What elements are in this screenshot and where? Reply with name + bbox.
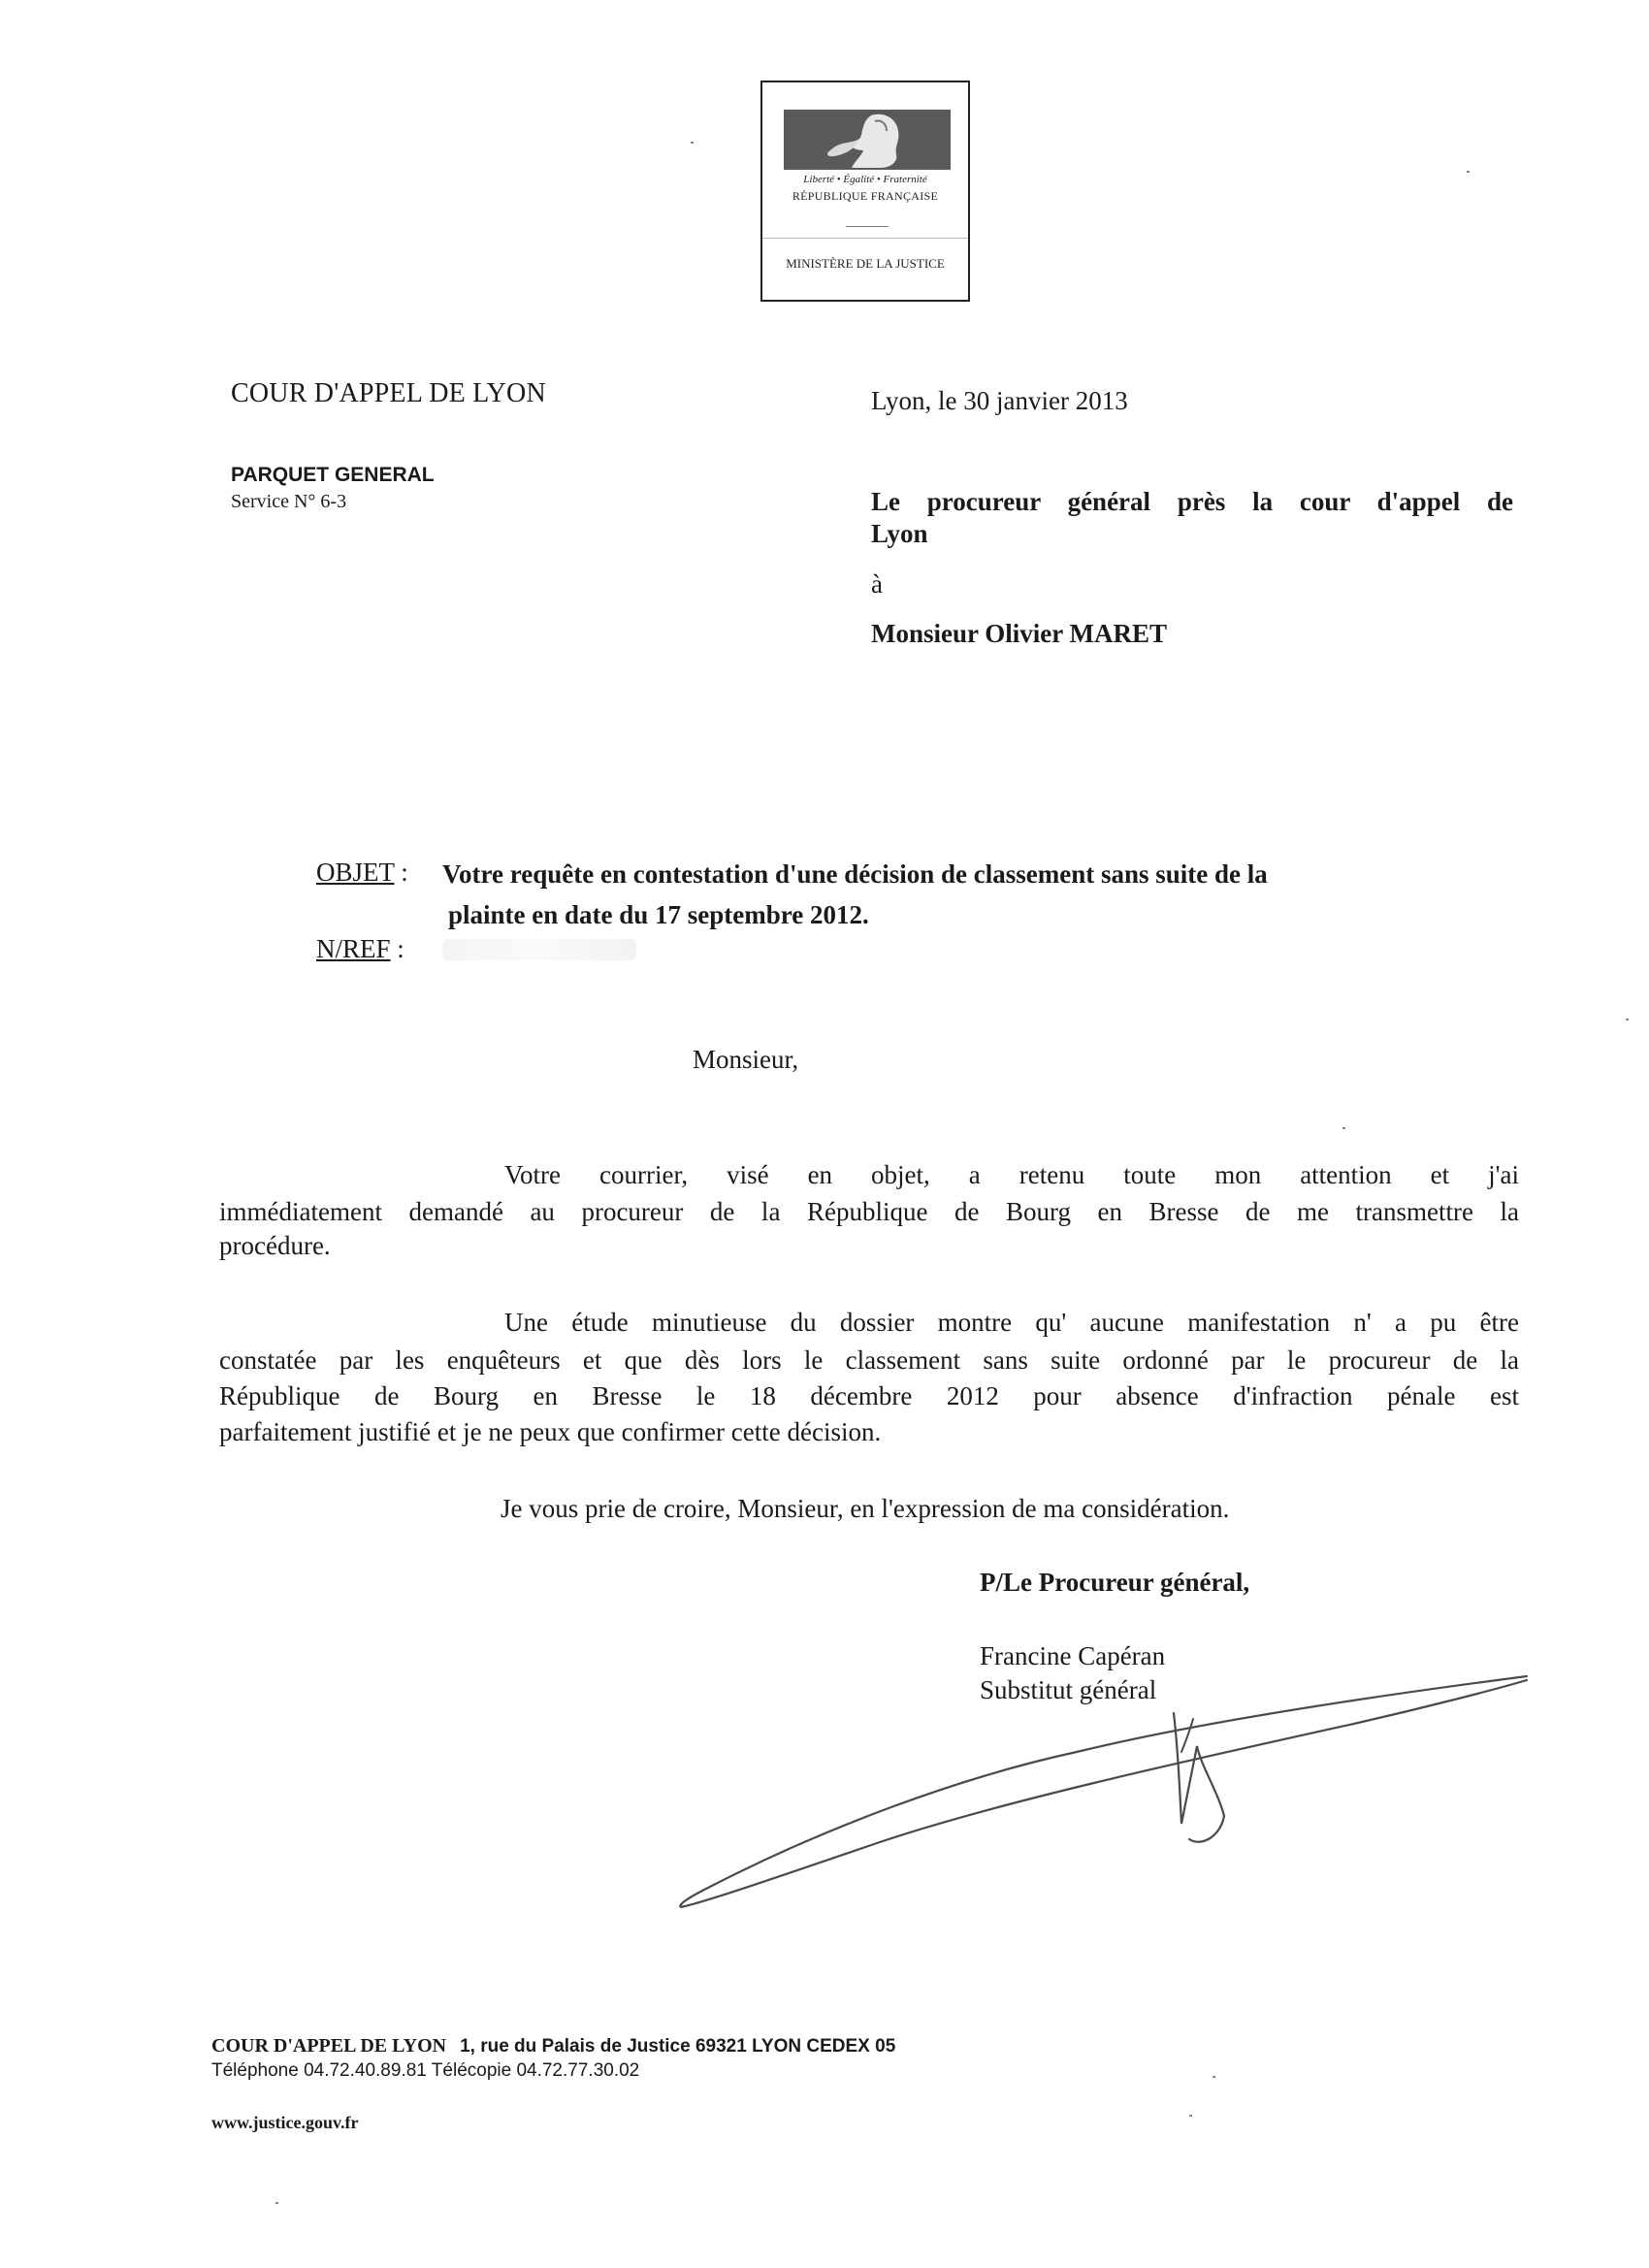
paragraph1-line2: immédiatement demandé au procureur de la République de Bourg en Bresse de me transmettre la [219,1197,1519,1226]
scan-speck [1342,1127,1345,1129]
closing-formula: Je vous prie de croire, Monsieur, en l'expression de ma considération. [501,1494,1230,1523]
footer-phone: Téléphone 04.72.40.89.81 Télécopie 04.72.77.30.02 [211,2060,640,2081]
sender-department: PARQUET GENERAL [231,464,435,486]
footer-court: COUR D'APPEL DE LYON [211,2035,447,2057]
signatory-name: Francine Capéran [980,1641,1166,1670]
logo-ministry: MINISTÈRE DE LA JUSTICE [786,256,945,271]
recipient-name: Monsieur Olivier MARET [871,619,1167,648]
logo-divider [762,238,968,239]
footer-website[interactable]: www.justice.gouv.fr [211,2113,359,2132]
signatory-role: Substitut général [980,1675,1157,1704]
scan-speck [1189,2115,1192,2117]
scan-speck [275,2202,278,2204]
sender-title-line1: Le procureur général près la cour d'appel de [871,487,1513,516]
signatory-title: P/Le Procureur général, [980,1568,1250,1597]
nref-heading [316,934,404,964]
paragraph1-line1: Votre courrier, visé en objet, a retenu toute mon attention et j'ai [504,1160,1519,1189]
redacted-reference [442,939,636,960]
marianne-icon [813,112,920,168]
paragraph1-line3: procédure. [219,1231,331,1260]
ministry-logo [760,81,970,302]
scan-speck [1626,1019,1629,1021]
recipient-a: à [871,569,883,599]
footer-address-line [211,2035,895,2057]
paragraph2-line3: République de Bourg en Bresse le 18 décembre 2012 pour absence d'infraction pénale est [219,1381,1519,1410]
objet-heading [316,858,408,888]
salutation: Monsieur, [693,1045,799,1074]
scan-speck [1212,2076,1215,2078]
objet-text-line2: plainte en date du 17 septembre 2012. [448,900,869,929]
nref-colon: : [390,934,404,963]
objet-colon: : [394,858,408,887]
scan-speck [1467,171,1470,173]
nref-label: N/REF [316,934,391,963]
footer-address: 1, rue du Palais de Justice 69321 LYON CEDEX 05 [460,2036,896,2057]
paragraph2-line2: constatée par les enquêteurs et que dès lors le classement sans suite ordonné par le procureur de la [219,1345,1519,1375]
scan-speck [691,142,694,144]
letter-date: Lyon, le 30 janvier 2013 [871,386,1128,415]
marianne-emblem [784,110,951,170]
paragraph2-line4: parfaitement justifié et je ne peux que confirmer cette décision. [219,1417,882,1446]
sender-title-line2: Lyon [871,519,928,548]
handwritten-signature [669,1669,1542,1921]
sender-court: COUR D'APPEL DE LYON [231,378,546,408]
logo-motto: Liberté • Égalité • Fraternité [803,174,927,185]
paragraph2-line1: Une étude minutieuse du dossier montre qu' aucune manifestation n' a pu être [504,1308,1519,1337]
logo-divider [846,226,889,227]
logo-republic: RÉPUBLIQUE FRANÇAISE [792,189,939,203]
objet-text-line1: Votre requête en contestation d'une décision de classement sans suite de la [442,859,1268,889]
sender-service: Service N° 6-3 [231,491,347,512]
objet-label: OBJET [316,858,395,887]
